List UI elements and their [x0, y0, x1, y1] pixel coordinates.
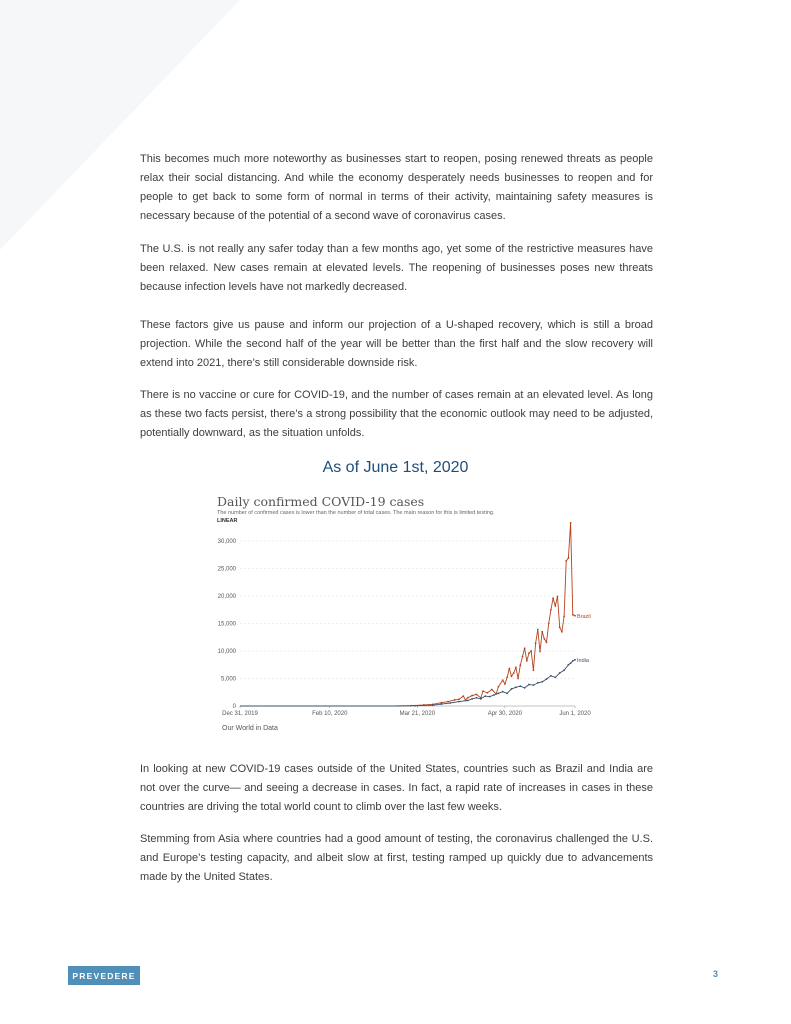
- series-label-brazil: Brazil: [577, 613, 591, 620]
- data-point-brazil: [513, 672, 515, 674]
- data-point-brazil: [539, 651, 541, 653]
- data-point-brazil: [519, 664, 521, 666]
- data-point-brazil: [504, 683, 506, 685]
- data-point-india: [559, 672, 561, 674]
- data-point-brazil: [524, 647, 526, 649]
- body-paragraph: This becomes much more noteworthy as businesses start to reopen, posing renewed threats as people relax their social distancing. And while the economy desperately needs businesses to reopen and for people to get back to some form of normal in terms of their activity, maintaining safety measures is necessary because of the potential of a second wave of coronavirus cases.: [140, 153, 653, 222]
- data-point-india: [528, 684, 530, 686]
- data-point-brazil: [537, 629, 539, 631]
- data-point-india: [480, 698, 482, 700]
- chart-plot: [212, 490, 594, 740]
- body-paragraph: There is no vaccine or cure for COVID-19, and the number of cases remain at an elevated level. As long as these two facts persist, there’s a strong possibility that the economic outlook may need to be adjusted, potentially downward, as the situation unfolds.: [140, 389, 653, 439]
- chart-title: Daily confirmed COVID-19 cases: [217, 494, 425, 509]
- body-paragraph: Stemming from Asia where countries had a good amount of testing, the coronavirus challenged the U.S. and Europe’s testing capacity, and albeit slow at first, testing ramped up quickly due to advancements made by the United States.: [140, 833, 653, 883]
- data-point-brazil: [476, 694, 478, 696]
- data-point-brazil: [462, 695, 464, 697]
- data-point-brazil: [497, 686, 499, 688]
- data-point-brazil: [511, 675, 513, 677]
- data-point-brazil: [487, 692, 489, 694]
- data-point-brazil: [506, 677, 508, 679]
- data-point-india: [506, 692, 508, 694]
- y-tick-label: 5,000: [220, 676, 236, 683]
- data-point-brazil: [554, 605, 556, 607]
- data-point-india: [497, 692, 499, 694]
- data-point-india: [541, 681, 543, 683]
- data-point-india: [484, 695, 486, 697]
- data-point-brazil: [471, 695, 473, 697]
- x-tick-label: Dec 31, 2019: [222, 711, 258, 717]
- data-point-india: [489, 696, 491, 698]
- x-tick-label: Feb 10, 2020: [312, 711, 348, 717]
- data-point-brazil: [574, 615, 576, 617]
- body-paragraph: These factors give us pause and inform our projection of a U-shaped recovery, which is still a broad projection. While the second half of the year will be better than the first half and the slow recovery will extend into 2021, there’s still considerable downside risk.: [140, 319, 653, 369]
- data-point-brazil: [528, 652, 530, 654]
- data-point-india: [563, 669, 565, 671]
- data-point-india: [449, 702, 451, 704]
- chart-heading: As of June 1st, 2020: [322, 459, 469, 476]
- data-point-india: [554, 677, 556, 679]
- data-point-brazil: [543, 638, 545, 640]
- data-point-india: [414, 705, 416, 707]
- x-tick-label: Apr 30, 2020: [487, 711, 523, 717]
- data-point-india: [471, 698, 473, 700]
- data-point-brazil: [522, 656, 524, 658]
- data-point-brazil: [546, 641, 548, 643]
- y-tick-label: 10,000: [217, 649, 236, 655]
- data-point-brazil: [517, 678, 519, 680]
- data-point-india: [432, 704, 434, 706]
- data-point-brazil: [572, 614, 574, 616]
- prevedere-logo: PREVEDERE: [68, 966, 140, 985]
- chart-scale-label: LINEAR: [217, 518, 238, 524]
- data-point-brazil: [559, 626, 561, 628]
- data-point-india: [532, 684, 534, 686]
- y-tick-label: 30,000: [217, 539, 236, 545]
- data-point-india: [458, 701, 460, 703]
- data-point-india: [467, 700, 469, 702]
- x-tick-label: Mar 21, 2020: [399, 711, 436, 717]
- data-point-india: [493, 694, 495, 696]
- chart-subtitle: The number of confirmed cases is lower than the number of total cases. The main reason for this is limited testing.: [217, 510, 495, 516]
- data-point-india: [572, 660, 574, 662]
- data-point-india: [550, 675, 552, 677]
- data-point-brazil: [502, 679, 504, 681]
- y-tick-label: 20,000: [217, 594, 236, 600]
- data-point-brazil: [552, 597, 554, 599]
- series-line-india: [240, 660, 575, 706]
- x-tick-label: Jun 1, 2020: [559, 711, 591, 717]
- data-point-brazil: [563, 615, 565, 617]
- data-point-brazil: [557, 596, 559, 598]
- data-point-india: [502, 691, 504, 693]
- data-point-brazil: [515, 667, 517, 669]
- data-point-brazil: [508, 668, 510, 670]
- chart-source: Our World in Data: [222, 725, 278, 732]
- data-point-india: [546, 678, 548, 680]
- data-point-india: [441, 703, 443, 705]
- y-tick-label: 0: [232, 704, 236, 710]
- data-point-brazil: [530, 650, 532, 652]
- data-point-brazil: [565, 560, 567, 562]
- data-point-brazil: [482, 690, 484, 692]
- body-paragraph: In looking at new COVID-19 cases outside of the United States, countries such as Brazil and India are not over the curve— and seeing a decrease in cases. In fact, a rapid rate of increases in cases in these countries are driving the total world count to climb over the last few weeks.: [140, 763, 653, 813]
- series-label-india: India: [577, 657, 589, 664]
- data-point-brazil: [561, 631, 563, 633]
- page-number: 3: [713, 969, 719, 979]
- data-point-brazil: [532, 669, 534, 671]
- data-point-brazil: [548, 623, 550, 625]
- data-point-brazil: [447, 701, 449, 703]
- covid-cases-chart: [212, 490, 594, 740]
- data-point-brazil: [454, 699, 456, 701]
- data-point-india: [524, 687, 526, 689]
- data-point-india: [515, 686, 517, 688]
- body-paragraph: The U.S. is not really any safer today than a few months ago, yet some of the restrictive measures have been relaxed. New cases remain at elevated levels. The reopening of businesses poses new threats because infection levels have not markedly decreased.: [140, 243, 653, 293]
- data-point-brazil: [550, 609, 552, 611]
- data-point-brazil: [568, 557, 570, 559]
- data-point-brazil: [491, 689, 493, 691]
- y-tick-label: 25,000: [217, 566, 236, 573]
- data-point-india: [537, 682, 539, 684]
- data-point-brazil: [541, 631, 543, 633]
- data-point-brazil: [570, 522, 572, 524]
- y-tick-label: 15,000: [217, 621, 236, 628]
- data-point-india: [476, 697, 478, 699]
- data-point-brazil: [458, 699, 460, 701]
- data-point-india: [568, 664, 570, 666]
- data-point-brazil: [467, 697, 469, 699]
- data-point-brazil: [526, 660, 528, 662]
- data-point-brazil: [535, 642, 537, 644]
- data-point-india: [519, 685, 521, 687]
- data-point-india: [570, 662, 572, 664]
- data-point-india: [511, 688, 513, 690]
- data-point-india: [574, 659, 576, 661]
